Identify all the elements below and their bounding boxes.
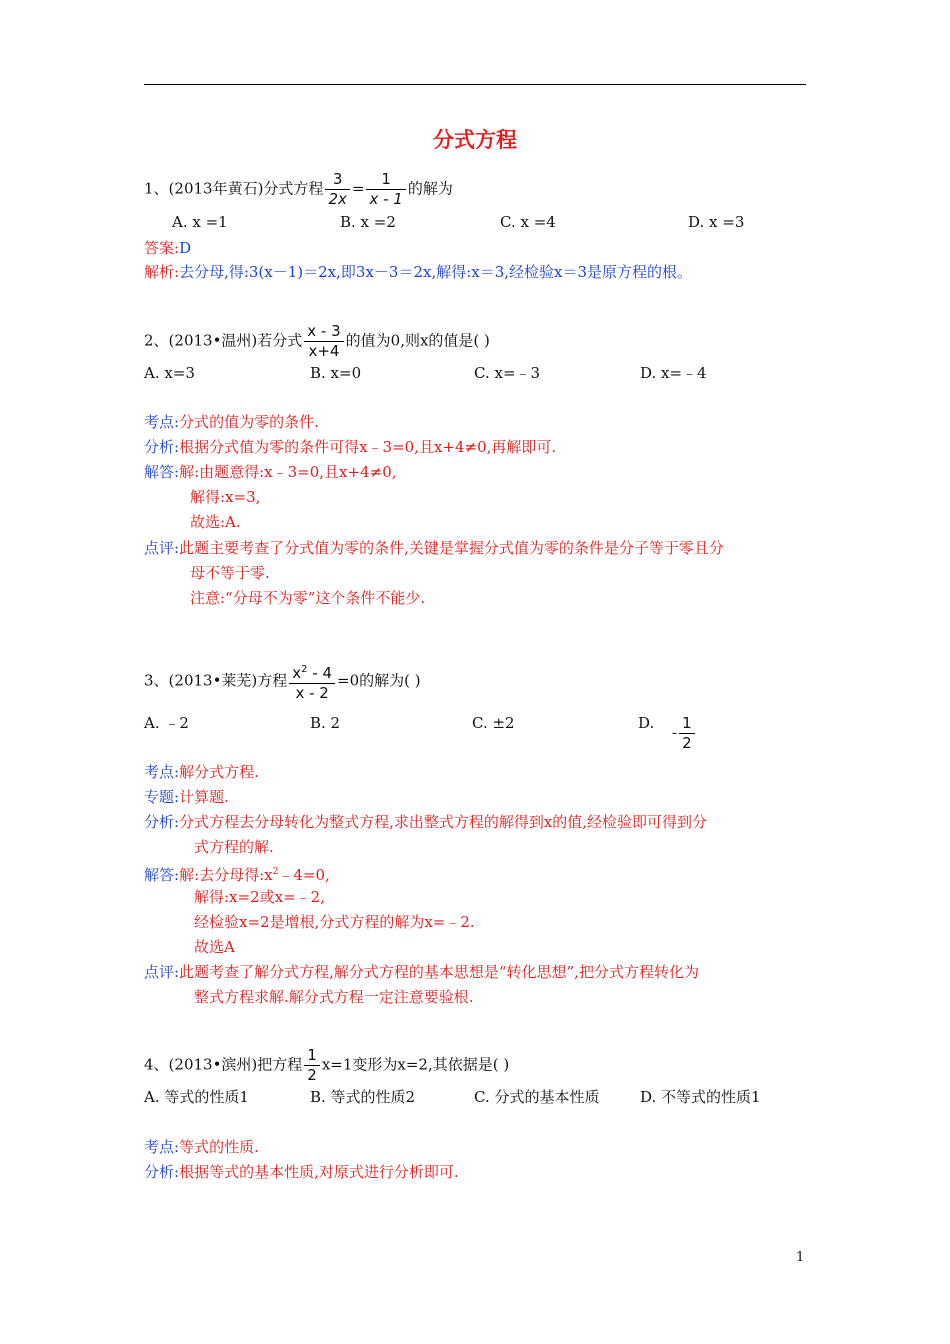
q3-option-c: C. ±2 — [472, 714, 515, 732]
q1-fraction-left: $\frac{3}{2x}$ — [325, 170, 349, 209]
q4-stem: 4、(2013•滨州)把方程 $\frac{1}{2}$ x=1变形为x=2,其依据是( ) — [144, 1046, 510, 1084]
q3-stem: 3、(2013•莱芜)方程 $\frac{x^2 - 4}{x - 2}$ =0的解为( ) — [144, 660, 421, 703]
q2-option-c: C. x=﹣3 — [474, 364, 541, 382]
q3-option-a: A. ﹣2 — [144, 714, 189, 732]
q4-option-c: C. 分式的基本性质 — [474, 1088, 600, 1106]
q3-jieda-line3: 经检验x=2是增根,分式方程的解为x=﹣2. — [194, 913, 475, 931]
page-title: 分式方程 — [433, 127, 517, 152]
q1-option-c: C. x =4 — [500, 213, 556, 231]
q1-stem: 1、(2013年黄石)分式方程 $\frac{3}{2x}$ = $\frac{1}{x - 1}$ 的解为 — [144, 170, 453, 208]
q3-dianping: 点评:此题考查了解分式方程,解分式方程的基本思想是“转化思想”,把分式方程转化为 — [144, 963, 699, 981]
q3-zhuanti: 专题:计算题. — [144, 788, 229, 806]
q4-option-b: B. 等式的性质2 — [310, 1088, 416, 1106]
q2-jieda-line3: 故选:A. — [190, 513, 241, 531]
q1-option-b: B. x =2 — [340, 213, 396, 231]
q3-fraction: $\frac{x^2 - 4}{x - 2}$ — [289, 660, 335, 703]
q4-fraction: $\frac{1}{2}$ — [304, 1046, 320, 1085]
q2-jieda: 解答:解:由题意得:x﹣3=0,且x+4≠0, — [144, 463, 397, 481]
q3-option-d: D. — [638, 714, 655, 732]
q2-fraction: $\frac{x - 3}{x+4}$ — [304, 322, 343, 361]
q3-fenxi-line2: 式方程的解. — [194, 838, 274, 856]
q2-dianping: 点评:此题主要考查了分式值为零的条件,关键是掌握分式值为零的条件是分子等于零且分 — [144, 539, 724, 557]
q2-option-d: D. x=﹣4 — [640, 364, 707, 382]
q2-fenxi: 分析:根据分式值为零的条件可得x﹣3=0,且x+4≠0,再解即可. — [144, 438, 557, 456]
header-rule — [144, 84, 806, 85]
q3-jieda-line4: 故选A — [194, 938, 235, 956]
q1-option-d: D. x =3 — [688, 213, 745, 231]
q2-option-a: A. x=3 — [144, 364, 195, 382]
q3-option-b: B. 2 — [310, 714, 341, 732]
q3-jieda: 解答:解:去分母得$:x^2﹣4=0$, — [144, 866, 330, 884]
q4-fenxi: 分析:根据等式的基本性质,对原式进行分析即可. — [144, 1163, 459, 1181]
q2-jieda-line2: 解得:x=3, — [190, 488, 261, 506]
q2-dianping-line2: 母不等于零. — [190, 564, 270, 582]
q1-analysis: 解析:去分母,得:3(x－1)＝2x,即3x－3＝2x,解得:x＝3,经检验x＝3是原方程的根。 — [144, 263, 693, 281]
q2-stem: 2、(2013•温州)若分式 $\frac{x - 3}{x+4}$ 的值为0,则x的值是( ) — [144, 322, 490, 360]
q1-fraction-right: $\frac{1}{x - 1}$ — [366, 170, 405, 209]
q3-dianping-line2: 整式方程求解.解分式方程一定注意要验根. — [194, 988, 474, 1006]
q2-option-b: B. x=0 — [310, 364, 362, 382]
q4-kaodian: 考点:等式的性质. — [144, 1138, 259, 1156]
q1-prefix: 1、(2013年黄石)分式方程 — [144, 179, 324, 198]
q3-option-d-value: - $\frac{1}{2}$ — [672, 714, 697, 753]
q2-dianping-line3: 注意:“分母不为零”这个条件不能少. — [190, 589, 426, 607]
q3-fenxi: 分析:分式方程去分母转化为整式方程,求出整式方程的解得到x的值,经检验即可得到分 — [144, 813, 708, 831]
q4-option-d: D. 不等式的性质1 — [640, 1088, 761, 1106]
q4-option-a: A. 等式的性质1 — [144, 1088, 249, 1106]
q2-kaodian: 考点:分式的值为零的条件. — [144, 413, 319, 431]
q3-kaodian: 考点:解分式方程. — [144, 763, 259, 781]
q1-suffix: 的解为 — [407, 179, 453, 198]
q1-answer: 答案:D — [144, 239, 192, 257]
q3-jieda-line2: 解得:x=2或x=﹣2, — [194, 888, 325, 906]
q1-option-a: A. x =1 — [172, 213, 228, 231]
page-number: 1 — [796, 1250, 805, 1265]
